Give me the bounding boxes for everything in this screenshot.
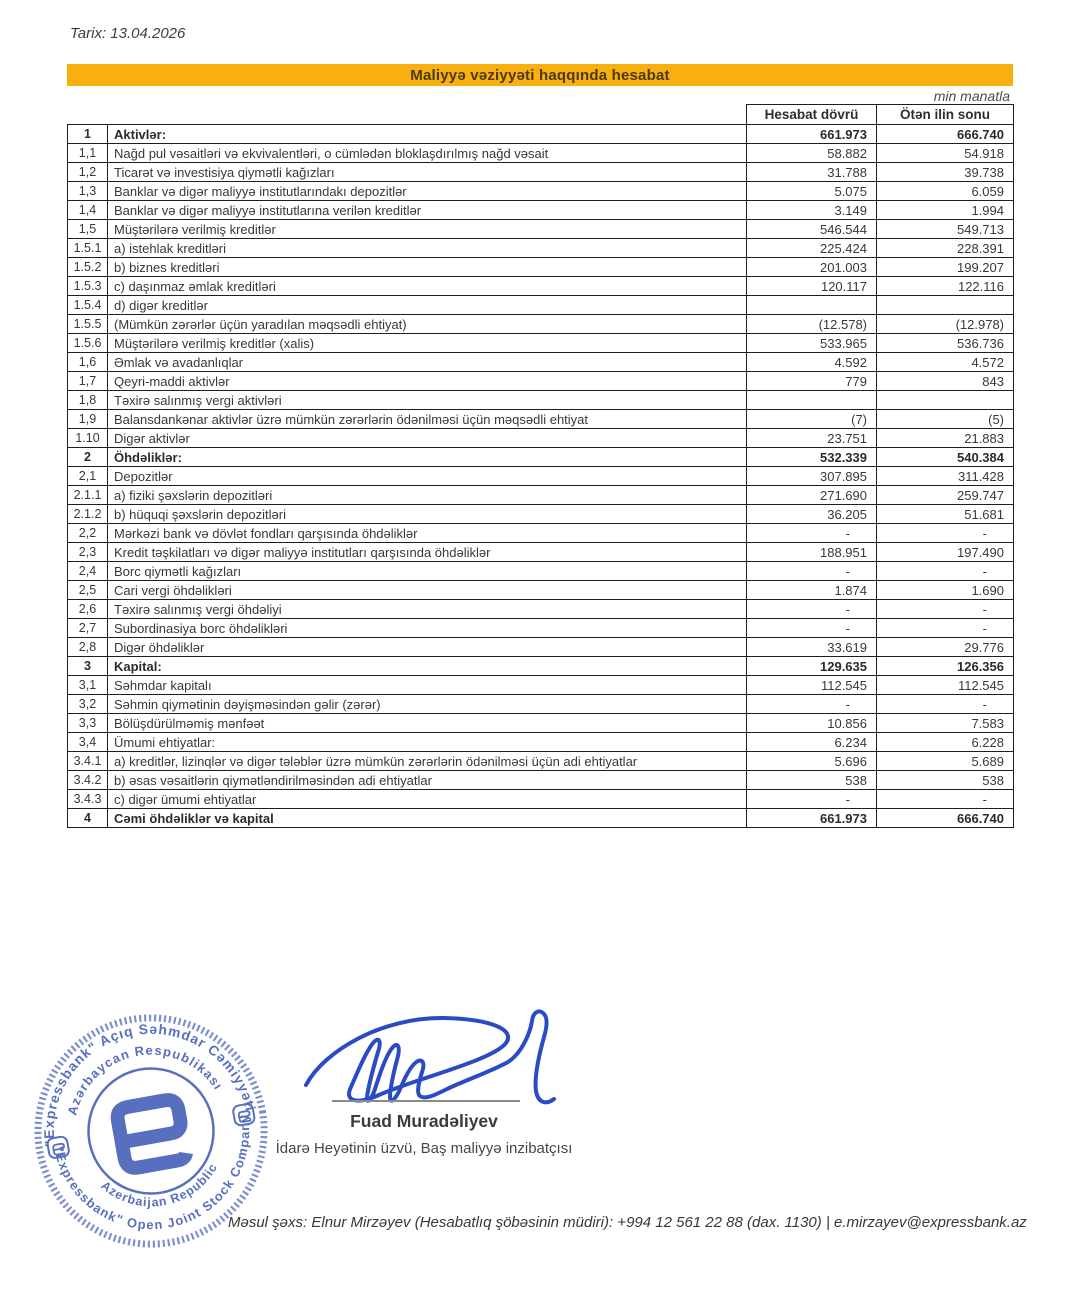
row-number: 2,4: [68, 562, 108, 581]
row-value-current: 6.234: [747, 733, 877, 752]
row-value-current: -: [747, 695, 877, 714]
row-number: 1,7: [68, 372, 108, 391]
row-value-current: -: [747, 562, 877, 581]
row-label: a) istehlak kreditləri: [108, 239, 747, 258]
row-value-current: 201.003: [747, 258, 877, 277]
row-label: Təxirə salınmış vergi öhdəliyi: [108, 600, 747, 619]
row-value-current: [747, 296, 877, 315]
row-value-current: -: [747, 619, 877, 638]
table-row: [68, 790, 1014, 809]
row-label: d) digər kreditlər: [108, 296, 747, 315]
row-value-current: 3.149: [747, 201, 877, 220]
row-value-current: 36.205: [747, 505, 877, 524]
row-number: 1.5.1: [68, 239, 108, 258]
table-row: [68, 315, 1014, 334]
row-number: 1,4: [68, 201, 108, 220]
row-value-previous: 536.736: [877, 334, 1014, 353]
row-label: Aktivlər:: [108, 125, 747, 144]
signatory-role: İdarə Heyətinin üzvü, Baş maliyyə inzibatçısı: [275, 1140, 573, 1157]
row-number: 4: [68, 809, 108, 828]
row-value-previous: -: [877, 524, 1014, 543]
row-label: a) fiziki şəxslərin depozitləri: [108, 486, 747, 505]
row-label: Balansdankənar aktivlər üzrə mümkün zərərlərin ödənilməsi üçün məqsədli ehtiyat: [108, 410, 747, 429]
row-number: 2,1: [68, 467, 108, 486]
row-label: Nağd pul vəsaitləri və ekvivalentləri, o cümlədən bloklaşdırılmış nağd vəsait: [108, 144, 747, 163]
row-value-previous: 122.116: [877, 277, 1014, 296]
row-value-current: 5.696: [747, 752, 877, 771]
row-number: 1.5.3: [68, 277, 108, 296]
unit-note: min manatla: [933, 88, 1010, 104]
row-number: 3,4: [68, 733, 108, 752]
row-value-previous: [877, 391, 1014, 410]
row-value-previous: 4.572: [877, 353, 1014, 372]
row-label: Cəmi öhdəliklər və kapital: [108, 809, 747, 828]
row-value-previous: 199.207: [877, 258, 1014, 277]
row-label: Banklar və digər maliyyə institutlarındakı depozitlər: [108, 182, 747, 201]
row-value-current: (12.578): [747, 315, 877, 334]
row-number: 2,8: [68, 638, 108, 657]
row-value-current: (7): [747, 410, 877, 429]
row-value-current: 112.545: [747, 676, 877, 695]
responsible-person-note: Məsul şəxs: Elnur Mirzəyev (Hesabatlıq şöbəsinin müdiri): +994 12 561 22 88 (dax. 1130) | e.mirzayev@expressbank.az: [228, 1214, 1027, 1231]
row-value-previous: -: [877, 790, 1014, 809]
row-number: 2,5: [68, 581, 108, 600]
table-row: [68, 372, 1014, 391]
row-value-previous: -: [877, 600, 1014, 619]
row-label: (Mümkün zərərlər üçün yaradılan məqsədli ehtiyat): [108, 315, 747, 334]
row-value-previous: 6.228: [877, 733, 1014, 752]
row-value-current: -: [747, 600, 877, 619]
row-value-previous: -: [877, 619, 1014, 638]
table-row: [68, 296, 1014, 315]
row-number: 1: [68, 125, 108, 144]
row-value-previous: 1.994: [877, 201, 1014, 220]
row-value-current: 58.882: [747, 144, 877, 163]
signature-line: [332, 1100, 520, 1102]
row-label: a) kreditlər, lizinqlər və digər tələblər üzrə mümkün zərərlərin ödənilməsi üçün adi ehtiyatlar: [108, 752, 747, 771]
table-row: [68, 543, 1014, 562]
table-row: [68, 600, 1014, 619]
row-number: 2,3: [68, 543, 108, 562]
table-row: [68, 562, 1014, 581]
row-value-current: 538: [747, 771, 877, 790]
row-number: 1.10: [68, 429, 108, 448]
row-number: 1.5.6: [68, 334, 108, 353]
row-label: c) daşınmaz əmlak kreditləri: [108, 277, 747, 296]
row-value-previous: 112.545: [877, 676, 1014, 695]
row-value-previous: 259.747: [877, 486, 1014, 505]
row-number: 1,8: [68, 391, 108, 410]
row-label: Digər aktivlər: [108, 429, 747, 448]
table-row: [68, 353, 1014, 372]
row-value-previous: 21.883: [877, 429, 1014, 448]
table-row: [68, 334, 1014, 353]
row-number: 2.1.1: [68, 486, 108, 505]
financial-position-table: [67, 104, 1014, 828]
row-value-previous: 540.384: [877, 448, 1014, 467]
row-value-current: 546.544: [747, 220, 877, 239]
row-label: b) biznes kreditləri: [108, 258, 747, 277]
row-value-previous: 228.391: [877, 239, 1014, 258]
row-label: Ümumi ehtiyatlar:: [108, 733, 747, 752]
row-value-previous: [877, 296, 1014, 315]
row-value-previous: 197.490: [877, 543, 1014, 562]
row-value-current: 23.751: [747, 429, 877, 448]
row-number: 1.5.2: [68, 258, 108, 277]
report-title: Maliyyə vəziyyəti haqqında hesabat: [410, 66, 670, 84]
row-value-current: 120.117: [747, 277, 877, 296]
row-value-previous: (5): [877, 410, 1014, 429]
header-spacer: [68, 105, 747, 125]
row-value-current: [747, 391, 877, 410]
report-date: Tarix: 13.04.2026: [70, 25, 186, 42]
row-value-previous: 54.918: [877, 144, 1014, 163]
table-row: [68, 429, 1014, 448]
row-number: 1,2: [68, 163, 108, 182]
row-label: Kapital:: [108, 657, 747, 676]
table-row: [68, 638, 1014, 657]
row-value-previous: 6.059: [877, 182, 1014, 201]
table-row: [68, 524, 1014, 543]
row-value-current: 661.973: [747, 809, 877, 828]
row-number: 1.5.4: [68, 296, 108, 315]
row-number: 3: [68, 657, 108, 676]
row-label: Müştərilərə verilmiş kreditlər (xalis): [108, 334, 747, 353]
row-value-previous: 843: [877, 372, 1014, 391]
table-row: [68, 771, 1014, 790]
row-value-previous: 549.713: [877, 220, 1014, 239]
row-number: 1,3: [68, 182, 108, 201]
stamp-text-top-outer: "Expressbank" Açıq Səhmdar Cəmiyyəti: [40, 1020, 260, 1148]
table-body: [68, 125, 1014, 828]
row-value-previous: 7.583: [877, 714, 1014, 733]
report-title-banner: [67, 64, 1013, 86]
row-label: Müştərilərə verilmiş kreditlər: [108, 220, 747, 239]
row-value-current: 779: [747, 372, 877, 391]
table-row: [68, 239, 1014, 258]
stamp-text-bottom-inner: Azerbaijan Republic: [98, 1160, 221, 1210]
row-value-previous: 39.738: [877, 163, 1014, 182]
table-row: [68, 619, 1014, 638]
row-value-current: 5.075: [747, 182, 877, 201]
row-value-previous: 5.689: [877, 752, 1014, 771]
signatory-name: Fuad Muradəliyev: [350, 1111, 498, 1131]
table-row: [68, 505, 1014, 524]
table-row: [68, 163, 1014, 182]
stamp-text-bottom-outer: "Expressbank" Open Joint Stock Company: [51, 1112, 253, 1233]
table-row: [68, 676, 1014, 695]
column-header-current-period: Hesabat dövrü: [747, 105, 877, 125]
row-value-previous: -: [877, 695, 1014, 714]
table-row: [68, 581, 1014, 600]
row-number: 2,2: [68, 524, 108, 543]
row-value-previous: -: [877, 562, 1014, 581]
row-label: Borc qiymətli kağızları: [108, 562, 747, 581]
row-value-previous: 51.681: [877, 505, 1014, 524]
column-header-previous-year-end: Ötən ilin sonu: [877, 105, 1014, 125]
table-row: [68, 733, 1014, 752]
table-row: [68, 182, 1014, 201]
table-row: [68, 125, 1014, 144]
row-number: 1,1: [68, 144, 108, 163]
row-label: Mərkəzi bank və dövlət fondları qarşısında öhdəliklər: [108, 524, 747, 543]
row-number: 2: [68, 448, 108, 467]
row-label: Digər öhdəliklər: [108, 638, 747, 657]
row-label: Ticarət və investisiya qiymətli kağızları: [108, 163, 747, 182]
row-label: Banklar və digər maliyyə institutlarına verilən kreditlər: [108, 201, 747, 220]
row-label: Səhmin qiymətinin dəyişməsindən gəlir (zərər): [108, 695, 747, 714]
row-label: Əmlak və avadanlıqlar: [108, 353, 747, 372]
row-value-current: 1.874: [747, 581, 877, 600]
row-number: 1,9: [68, 410, 108, 429]
row-label: Cari vergi öhdəlikləri: [108, 581, 747, 600]
row-label: Kredit təşkilatları və digər maliyyə institutları qarşısında öhdəliklər: [108, 543, 747, 562]
row-value-current: 31.788: [747, 163, 877, 182]
row-number: 3,2: [68, 695, 108, 714]
row-label: Depozitlər: [108, 467, 747, 486]
row-value-previous: 666.740: [877, 125, 1014, 144]
row-value-current: 533.965: [747, 334, 877, 353]
row-number: 1,5: [68, 220, 108, 239]
stamp-text-top-inner: Azərbaycan Respublikası: [64, 1042, 227, 1117]
table-row: [68, 258, 1014, 277]
row-label: b) hüquqi şəxslərin depozitləri: [108, 505, 747, 524]
row-value-current: 4.592: [747, 353, 877, 372]
row-value-previous: 538: [877, 771, 1014, 790]
row-number: 1,6: [68, 353, 108, 372]
row-number: 2,6: [68, 600, 108, 619]
row-value-previous: 126.356: [877, 657, 1014, 676]
row-value-current: 129.635: [747, 657, 877, 676]
row-value-current: -: [747, 790, 877, 809]
table-row: [68, 714, 1014, 733]
row-label: Öhdəliklər:: [108, 448, 747, 467]
table-row: [68, 391, 1014, 410]
row-value-current: 10.856: [747, 714, 877, 733]
table-row: [68, 486, 1014, 505]
row-label: Bölüşdürülməmiş mənfəət: [108, 714, 747, 733]
row-value-previous: 666.740: [877, 809, 1014, 828]
row-number: 3.4.1: [68, 752, 108, 771]
row-number: 3,3: [68, 714, 108, 733]
row-number: 2,7: [68, 619, 108, 638]
row-value-current: 271.690: [747, 486, 877, 505]
row-value-current: 307.895: [747, 467, 877, 486]
expressbank-e-logo-icon: [116, 1098, 187, 1169]
row-value-previous: 311.428: [877, 467, 1014, 486]
table-row: [68, 201, 1014, 220]
table-row: [68, 752, 1014, 771]
row-label: Səhmdar kapitalı: [108, 676, 747, 695]
table-row: [68, 410, 1014, 429]
table-row: [68, 695, 1014, 714]
row-value-previous: (12.978): [877, 315, 1014, 334]
row-value-current: 33.619: [747, 638, 877, 657]
table-row: [68, 144, 1014, 163]
row-label: Təxirə salınmış vergi aktivləri: [108, 391, 747, 410]
signature: [293, 1003, 565, 1115]
table-row: [68, 277, 1014, 296]
table-row: [68, 448, 1014, 467]
row-value-current: 661.973: [747, 125, 877, 144]
table-row: [68, 809, 1014, 828]
row-number: 2.1.2: [68, 505, 108, 524]
row-label: b) əsas vəsaitlərin qiymətləndirilməsindən adi ehtiyatlar: [108, 771, 747, 790]
row-value-current: 225.424: [747, 239, 877, 258]
table-row: [68, 657, 1014, 676]
row-value-current: 532.339: [747, 448, 877, 467]
row-number: 3,1: [68, 676, 108, 695]
row-number: 3.4.2: [68, 771, 108, 790]
row-number: 1.5.5: [68, 315, 108, 334]
row-value-current: 188.951: [747, 543, 877, 562]
row-value-previous: 29.776: [877, 638, 1014, 657]
row-label: c) digər ümumi ehtiyatlar: [108, 790, 747, 809]
table-header-row: [68, 105, 1014, 125]
table-row: [68, 467, 1014, 486]
row-number: 3.4.3: [68, 790, 108, 809]
row-label: Qeyri-maddi aktivlər: [108, 372, 747, 391]
row-label: Subordinasiya borc öhdəlikləri: [108, 619, 747, 638]
row-value-previous: 1.690: [877, 581, 1014, 600]
table-row: [68, 220, 1014, 239]
row-value-current: -: [747, 524, 877, 543]
